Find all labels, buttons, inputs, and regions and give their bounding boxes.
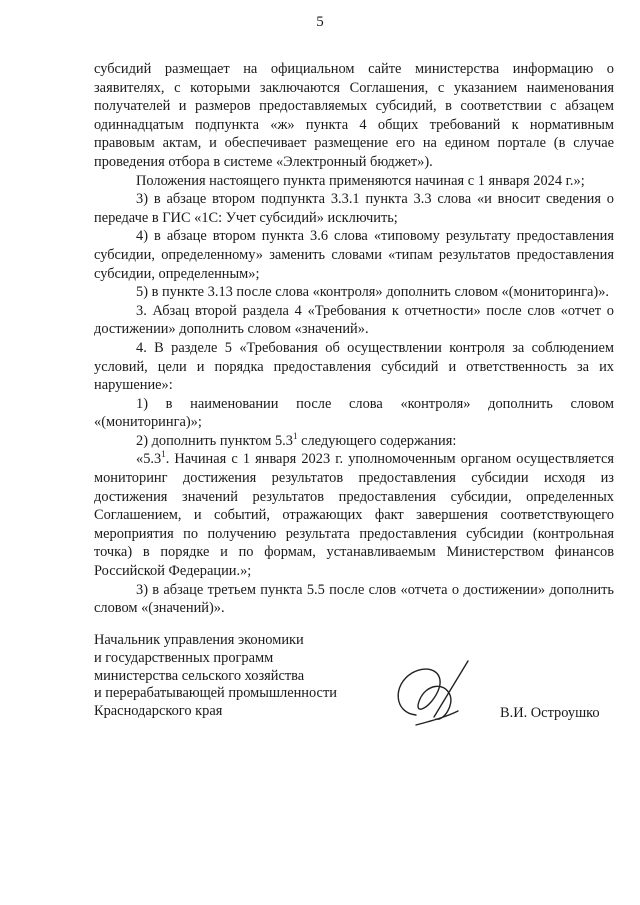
paragraph: 5) в пункте 3.13 после слова «контроля» дополнить словом «(мониторинга)». xyxy=(136,284,610,301)
document-body xyxy=(94,60,614,618)
superscript: 1 xyxy=(292,431,298,442)
paragraph-text: следующего содержания: xyxy=(297,432,457,449)
paragraph xyxy=(94,432,614,451)
position-line: Краснодарского края xyxy=(94,703,223,720)
position-line: министерства сельского хозяйства xyxy=(94,667,305,684)
position-line: Начальник управления экономики xyxy=(94,632,304,648)
paragraph: 1) в наименовании после слова «контроля» дополнить словом «(мониторинга)»; xyxy=(94,395,614,431)
signatory-position xyxy=(94,632,434,721)
position-line: и государственных программ xyxy=(94,649,274,666)
paragraph: субсидий размещает на официальном сайте министерства информацию о заявителях, с которыми заключаются Соглашения, с указанием наименования получателей и размеров предоставляемых субсидий, в соответствии с абзацем одиннадцатым подпункта «ж» пункта 4 общих требований к нормативным правовым актам, и обеспечивает размещение его на едином портале (в случае проведения отбора в системе «Электронный бюджет»). xyxy=(94,61,614,170)
paragraph: Положения настоящего пункта применяются начиная с 1 января 2024 г.»; xyxy=(136,172,585,189)
paragraph: 3. Абзац второй раздела 4 «Требования к отчетности» после слов «отчет о достижении» дополнить словом «значений». xyxy=(94,302,614,338)
paragraph: 3) в абзаце втором подпункта 3.3.1 пункта 3.3 слова «и вносит сведения о передаче в ГИС «1С: Учет субсидий» исключить; xyxy=(94,191,614,226)
paragraph: 4) в абзаце втором пункта 3.6 слова «типовому результату предоставления субсидии, определенному» заменить словами «типам результатов предоставления субсидии, определенным»; xyxy=(94,228,614,282)
signatory-name: В.И. Остроушко xyxy=(500,705,600,721)
page-number: 5 xyxy=(316,14,324,30)
handwritten-signature xyxy=(386,655,476,735)
superscript: 1 xyxy=(161,449,166,460)
paragraph-text: 2) дополнить пунктом 5.3 xyxy=(136,432,293,449)
paragraph: 3) в абзаце третьем пункта 5.5 после слов «отчета о достижении» дополнить словом «(значений)». xyxy=(94,581,614,617)
paragraph: 4. В разделе 5 «Требования об осуществлении контроля за соблюдением условий, цели и порядка предоставления субсидий и ответственность за их нарушение»: xyxy=(94,339,614,394)
paragraph-text: . Начиная с 1 января 2023 г. уполномоченным органом осуществляется мониторинг достижения результатов предоставления субсидии исходя из достижения значений результатов предоставления субсидии, определенных Соглашением, и событий, отражающих факт завершения соответствующего мероприятия по получению результата предоставления субсидии (контрольная точка) в порядке и по формам, устанавливаемым Министерством финансов Российской Федерации.»; xyxy=(94,451,614,580)
position-line: и перерабатывающей промышленности xyxy=(94,685,337,702)
paragraph-text: «5.3 xyxy=(136,451,162,468)
paragraph xyxy=(94,450,614,580)
